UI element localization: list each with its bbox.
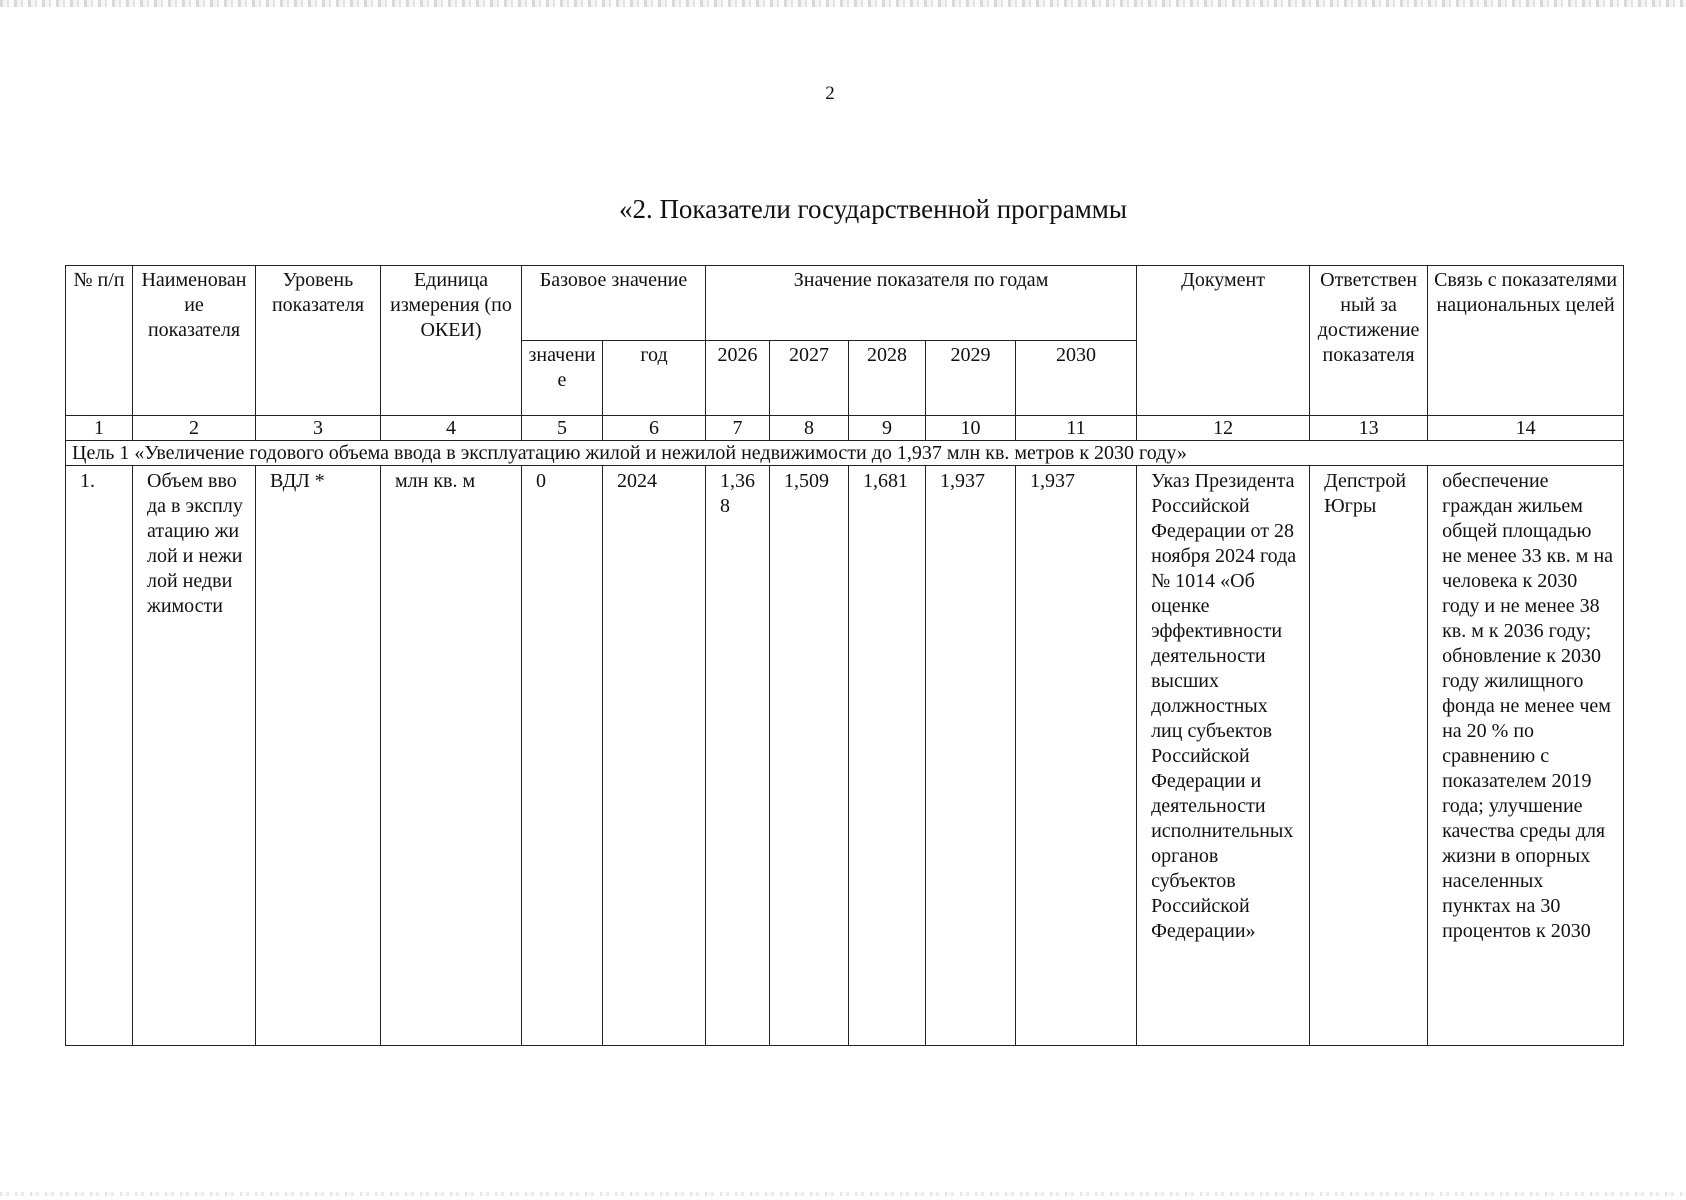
column-number: 13 xyxy=(1310,416,1428,441)
row-responsible: Депстрой Югры xyxy=(1310,466,1428,1046)
row-value-2026: 1,368 xyxy=(706,466,770,1046)
header-link: Связь с показателями национальных целей xyxy=(1428,266,1624,416)
header-row-1 xyxy=(66,266,1624,341)
row-national-goals-link: обеспечение граждан жильем общей площадью не менее 33 кв. м на человека к 2030 году и не менее 38 кв. м к 2036 году; обновление к 2030 году жилищного фонда не менее чем на 20 % по сравнению с показателем 2019 года; улучшение качества среды для жизни в опорных населенных пунктах на 30 процентов к 2030 xyxy=(1428,466,1624,1046)
header-level: Уровень показателя xyxy=(256,266,381,416)
column-number: 9 xyxy=(849,416,926,441)
column-number: 1 xyxy=(66,416,133,441)
scan-edge-top xyxy=(0,0,1686,7)
column-number: 7 xyxy=(706,416,770,441)
header-no: № п/п xyxy=(66,266,133,416)
header-year-2029: 2029 xyxy=(926,341,1016,416)
header-year-2026: 2026 xyxy=(706,341,770,416)
column-number: 14 xyxy=(1428,416,1624,441)
goal-text: Цель 1 «Увеличение годового объема ввода в эксплуатацию жилой и нежилой недвижимости до 1,937 млн кв. метров к 2030 году» xyxy=(66,441,1624,466)
document-title: «2. Показатели государственной программы xyxy=(618,194,1128,224)
header-year-2030: 2030 xyxy=(1016,341,1137,416)
row-unit: млн кв. м xyxy=(381,466,522,1046)
row-base-year: 2024 xyxy=(603,466,706,1046)
header-document: Документ xyxy=(1137,266,1310,416)
header-year-2027: 2027 xyxy=(770,341,849,416)
column-number: 4 xyxy=(381,416,522,441)
header-by-years: Значение показателя по годам xyxy=(706,266,1137,341)
column-number: 12 xyxy=(1137,416,1310,441)
indicators-table xyxy=(65,265,1624,1046)
header-year-2028: 2028 xyxy=(849,341,926,416)
row-value-2028: 1,681 xyxy=(849,466,926,1046)
column-number: 2 xyxy=(133,416,256,441)
row-value-2027: 1,509 xyxy=(770,466,849,1046)
row-no: 1. xyxy=(66,466,133,1046)
column-number: 11 xyxy=(1016,416,1137,441)
header-responsible: Ответственный за достижение показателя xyxy=(1310,266,1428,416)
row-level: ВДЛ * xyxy=(256,466,381,1046)
column-numbers-row xyxy=(66,416,1624,441)
page-number: 2 xyxy=(825,83,835,104)
column-number: 8 xyxy=(770,416,849,441)
row-name: Объем ввода в эксплуатацию жилой и нежилой недвижимости xyxy=(133,466,256,1046)
table-row xyxy=(66,466,1624,1046)
header-base-value: значение xyxy=(522,341,603,416)
goal-row xyxy=(66,441,1624,466)
header-name: Наименование показателя xyxy=(133,266,256,416)
column-number: 3 xyxy=(256,416,381,441)
row-base-value: 0 xyxy=(522,466,603,1046)
header-base: Базовое значение xyxy=(522,266,706,341)
column-number: 10 xyxy=(926,416,1016,441)
header-base-year: год xyxy=(603,341,706,416)
header-unit: Единица измерения (по ОКЕИ) xyxy=(381,266,522,416)
row-value-2030: 1,937 xyxy=(1016,466,1137,1046)
row-value-2029: 1,937 xyxy=(926,466,1016,1046)
row-document: Указ Президента Российской Федерации от 28 ноября 2024 года № 1014 «Об оценке эффективности деятельности высших должностных лиц субъектов Российской Федерации и деятельности исполнительных органов субъектов Российской Федерации» xyxy=(1137,466,1310,1046)
column-number: 6 xyxy=(603,416,706,441)
scan-edge-bottom xyxy=(0,1192,1686,1196)
column-number: 5 xyxy=(522,416,603,441)
